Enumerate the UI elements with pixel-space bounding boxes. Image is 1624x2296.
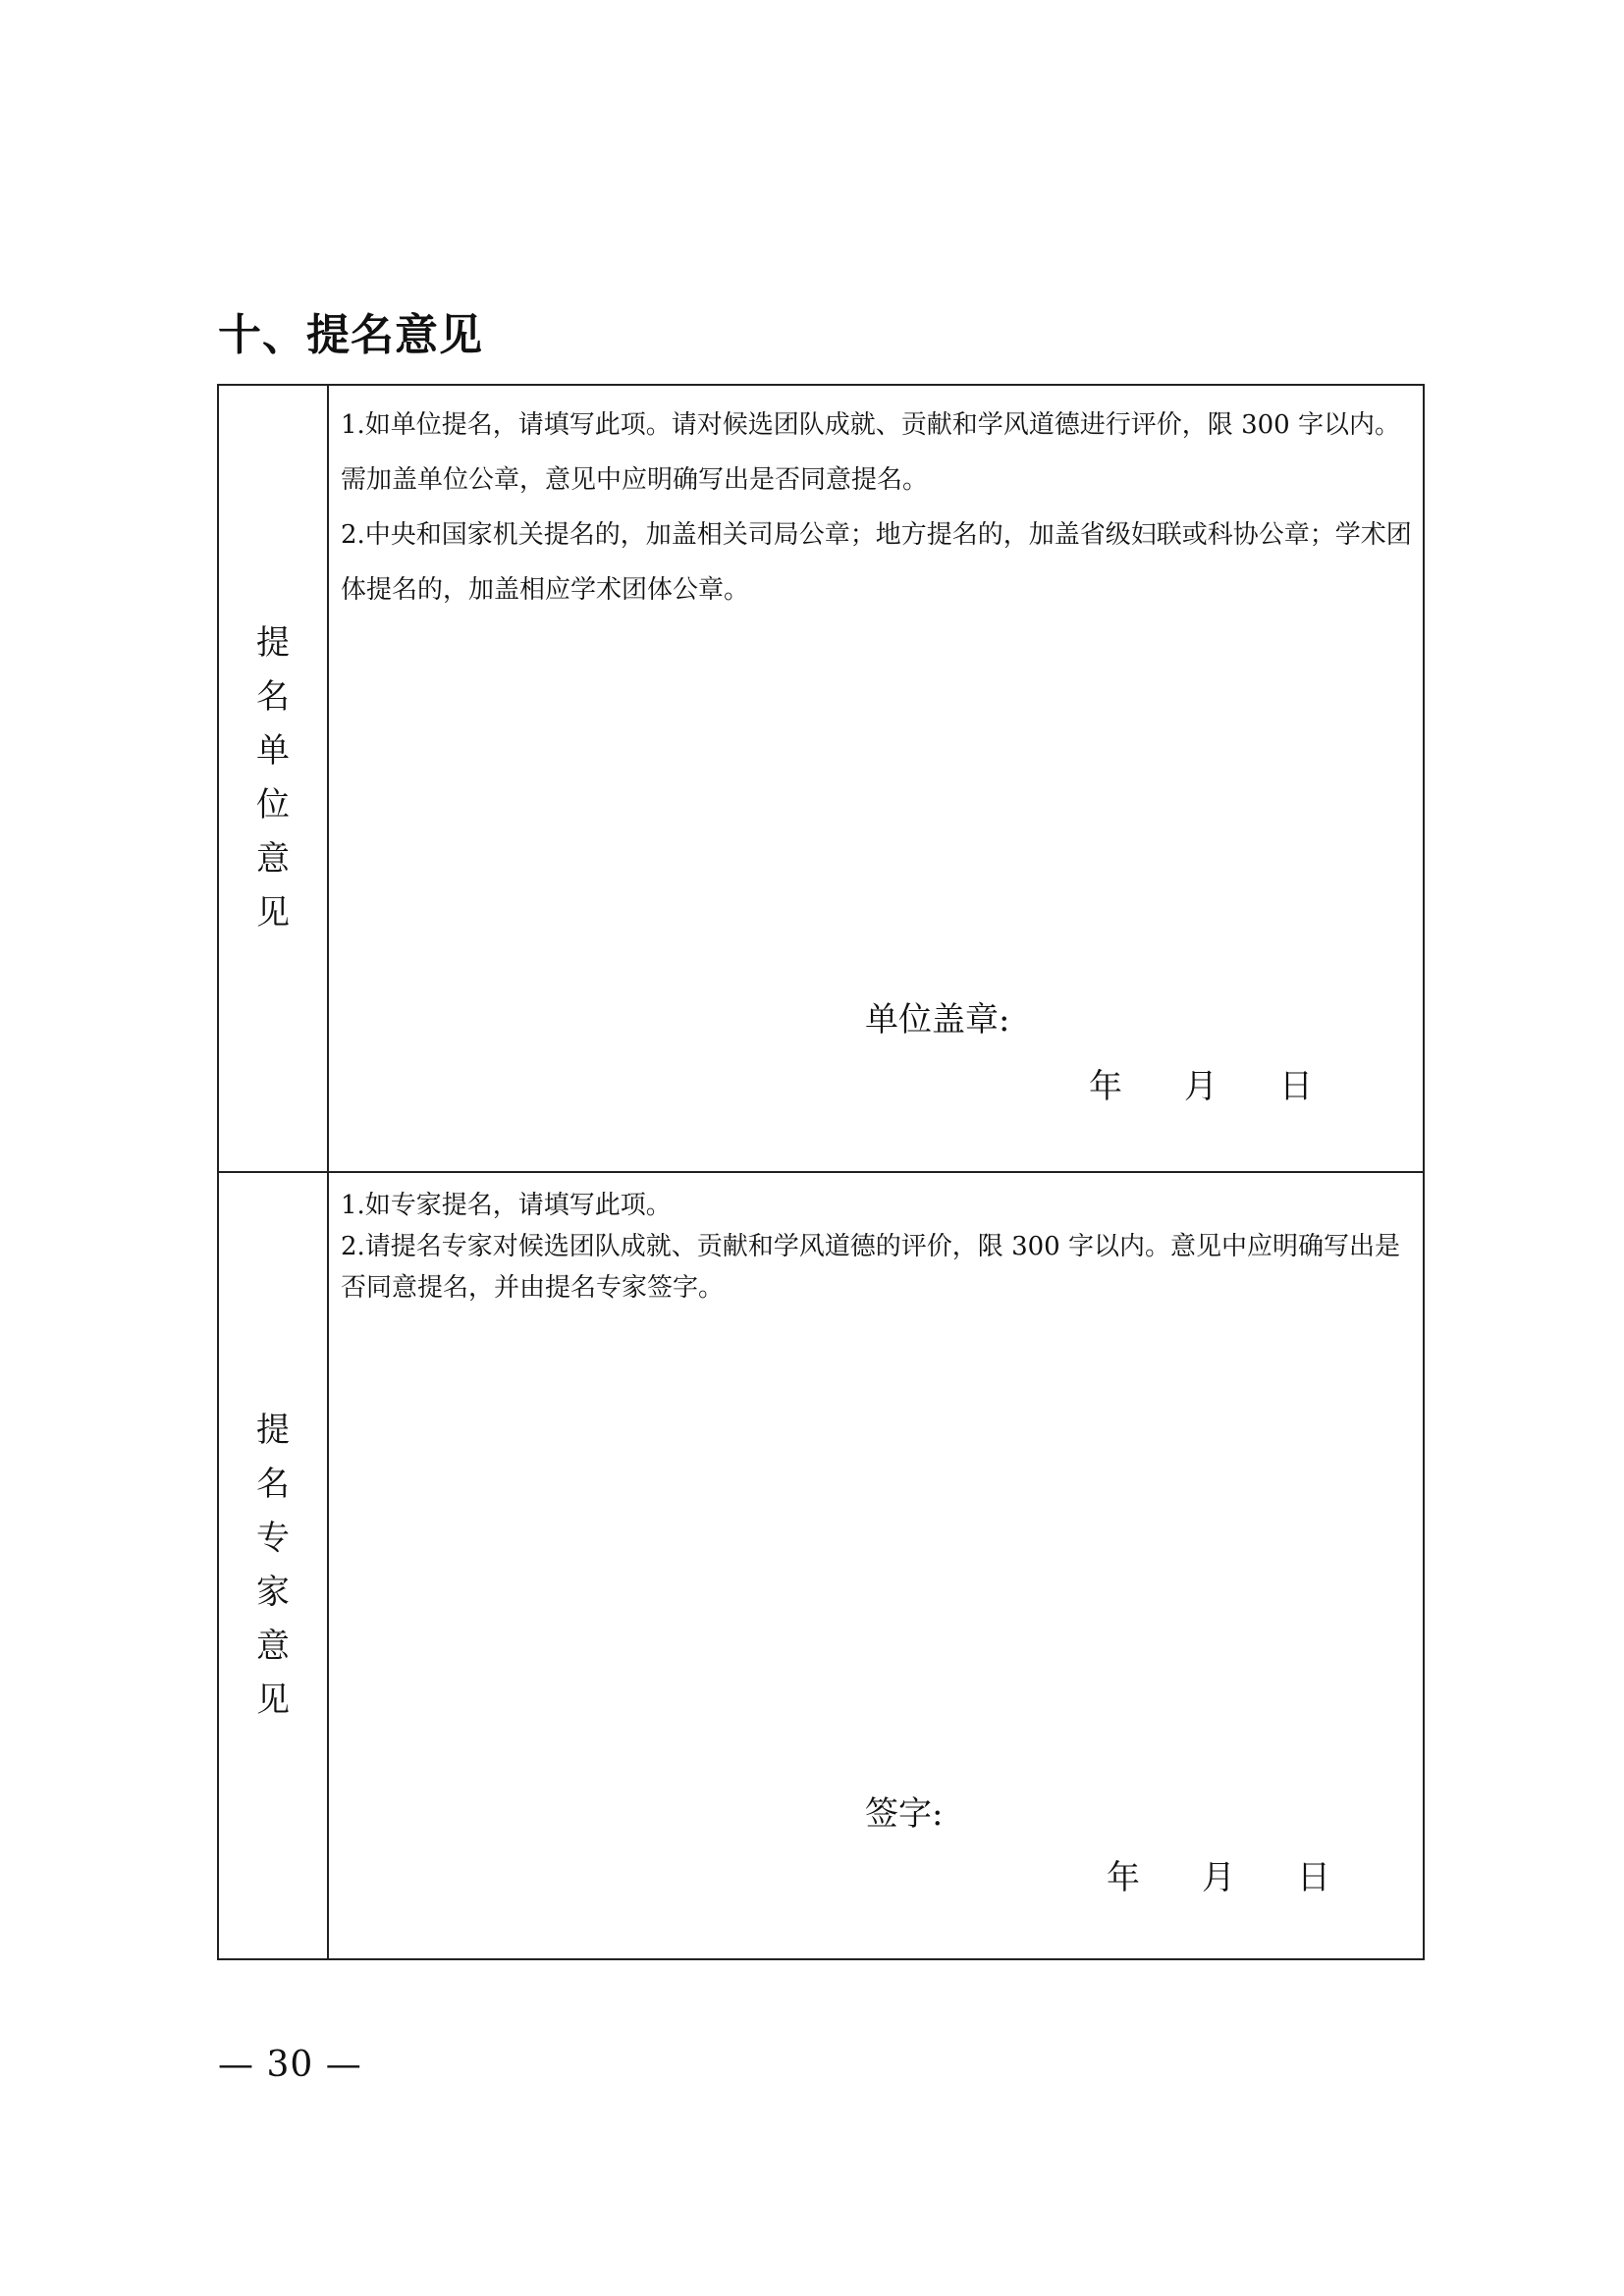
unit-date-line bbox=[1089, 1059, 1313, 1107]
date-month: 月 bbox=[1184, 1067, 1218, 1106]
expert-signature-label: 签字: bbox=[865, 1794, 944, 1834]
unit-opinion-row bbox=[218, 385, 1424, 1172]
date-month: 月 bbox=[1202, 1858, 1235, 1897]
label-char: 提 bbox=[256, 623, 290, 663]
label-char: 名 bbox=[256, 1465, 290, 1504]
unit-seal-label: 单位盖章: bbox=[865, 1000, 1010, 1040]
expert-opinion-field[interactable] bbox=[328, 1172, 1424, 1959]
label-char: 见 bbox=[256, 1681, 290, 1720]
expert-opinion-row bbox=[218, 1172, 1424, 1959]
label-char: 意 bbox=[256, 839, 290, 879]
date-year: 年 bbox=[1107, 1858, 1140, 1897]
instruction-line: 1.如单位提名，请填写此项。请对候选团队成就、贡献和学风道德进行评价，限 300 字以内。需加盖单位公章，意见中应明确写出是否同意提名。 bbox=[341, 410, 1400, 495]
unit-opinion-label bbox=[219, 616, 327, 940]
expert-opinion-label-cell bbox=[218, 1172, 328, 1959]
label-char: 提 bbox=[256, 1411, 290, 1450]
expert-opinion-label bbox=[219, 1404, 327, 1728]
date-year: 年 bbox=[1089, 1067, 1122, 1106]
unit-opinion-label-cell bbox=[218, 385, 328, 1172]
instruction-line: 1.如专家提名，请填写此项。 bbox=[341, 1191, 672, 1220]
date-day: 日 bbox=[1297, 1858, 1330, 1897]
label-char: 意 bbox=[256, 1627, 290, 1666]
label-char: 家 bbox=[256, 1573, 290, 1612]
nomination-opinion-table bbox=[217, 384, 1425, 1960]
label-char: 名 bbox=[256, 677, 290, 717]
expert-date-line bbox=[1107, 1850, 1330, 1898]
label-char: 单 bbox=[256, 731, 290, 771]
instruction-line: 2.请提名专家对候选团队成就、贡献和学风道德的评价，限 300 字以内。意见中应明确写出是否同意提名，并由提名专家签字。 bbox=[341, 1232, 1400, 1303]
unit-opinion-instructions bbox=[341, 398, 1413, 617]
label-char: 专 bbox=[256, 1519, 290, 1558]
instruction-line: 2.中央和国家机关提名的，加盖相关司局公章；地方提名的，加盖省级妇联或科协公章；学术团体提名的，加盖相应学术团体公章。 bbox=[341, 520, 1412, 605]
expert-opinion-instructions bbox=[341, 1185, 1413, 1308]
unit-opinion-field[interactable] bbox=[328, 385, 1424, 1172]
section-heading: 十、提名意见 bbox=[218, 310, 483, 360]
label-char: 见 bbox=[256, 893, 290, 933]
date-day: 日 bbox=[1279, 1067, 1313, 1106]
page-number: — 30 — bbox=[218, 2045, 362, 2085]
label-char: 位 bbox=[256, 785, 290, 825]
